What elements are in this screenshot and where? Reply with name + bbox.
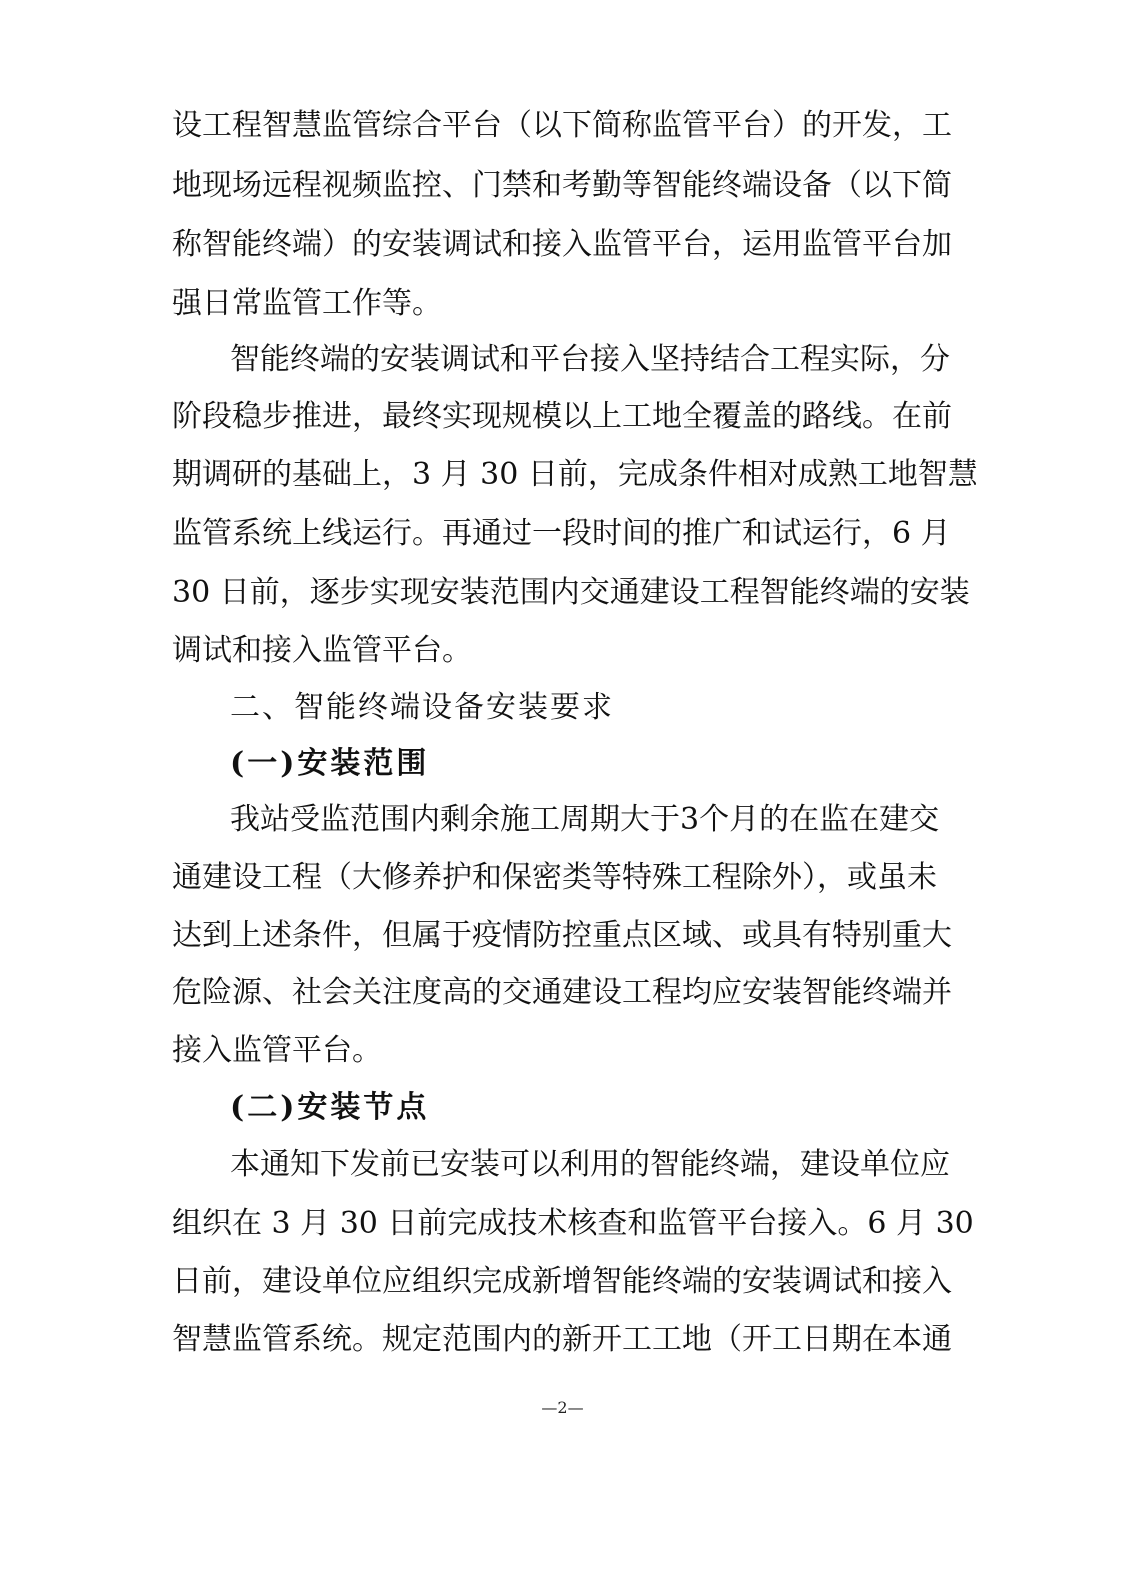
paragraph-line: 期调研的基础上，3 月 30 日前，完成条件相对成熟工地智慧: [172, 457, 978, 492]
paragraph-line: 危险源、社会关注度高的交通建设工程均应安装智能终端并: [172, 975, 952, 1010]
paragraph-line: 本通知下发前已安装可以利用的智能终端，建设单位应: [230, 1147, 950, 1182]
paragraph-line: 达到上述条件，但属于疫情防控重点区域、或具有特别重大: [172, 918, 952, 953]
paragraph-line: 强日常监管工作等。: [172, 286, 442, 321]
paragraph-line: 智慧监管系统。规定范围内的新开工工地（开工日期在本通: [172, 1322, 952, 1357]
paragraph-line: 我站受监范围内剩余施工周期大于3个月的在监在建交: [230, 802, 940, 837]
section-heading: 二、智能终端设备安装要求: [230, 690, 614, 725]
subsection-heading: (一)安装范围: [230, 746, 430, 781]
paragraph-line: 设工程智慧监管综合平台（以下简称监管平台）的开发，工: [172, 108, 952, 143]
subsection-heading: (二)安装节点: [230, 1090, 430, 1125]
paragraph-line: 接入监管平台。: [172, 1033, 382, 1068]
paragraph-line: 日前，建设单位应组织完成新增智能终端的安装调试和接入: [172, 1264, 952, 1299]
paragraph-line: 组织在 3 月 30 日前完成技术核查和监管平台接入。6 月 30: [172, 1206, 974, 1241]
paragraph-line: 30 日前，逐步实现安装范围内交通建设工程智能终端的安装: [172, 575, 970, 610]
paragraph-line: 地现场远程视频监控、门禁和考勤等智能终端设备（以下简: [172, 168, 952, 203]
paragraph-line: 阶段稳步推进，最终实现规模以上工地全覆盖的路线。在前: [172, 399, 952, 434]
paragraph-line: 智能终端的安装调试和平台接入坚持结合工程实际，分: [230, 342, 950, 377]
paragraph-line: 通建设工程（大修养护和保密类等特殊工程除外），或虽未: [172, 860, 937, 895]
paragraph-line: 称智能终端）的安装调试和接入监管平台，运用监管平台加: [172, 227, 952, 262]
paragraph-line: 调试和接入监管平台。: [172, 633, 472, 668]
paragraph-line: 监管系统上线运行。再通过一段时间的推广和试运行，6 月: [172, 516, 951, 551]
page-number: —2—: [541, 1398, 584, 1417]
